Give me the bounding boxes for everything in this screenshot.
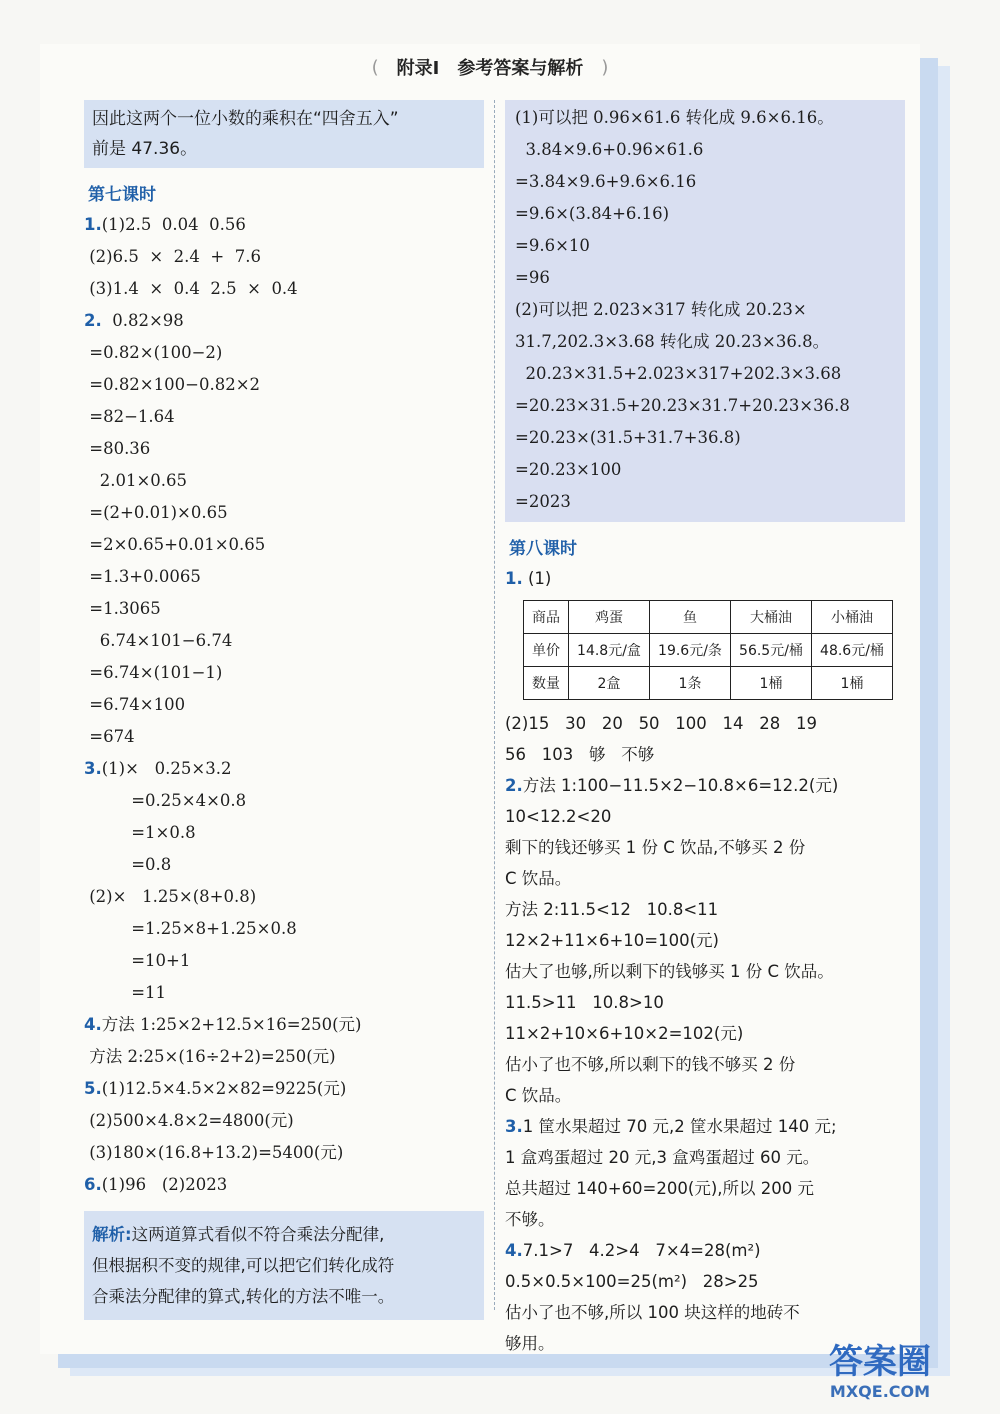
answer-text: =6.74×(101−1) [84,663,223,682]
header-bracket-left: ( [371,56,379,78]
answer-text: 不够。 [505,1210,555,1229]
answer-line [84,401,484,433]
table-header-cell: 小桶油 [812,601,893,634]
solution-line: =20.23×100 [515,460,622,479]
answer-text: 方法 2:11.5<12 10.8<11 [505,900,719,919]
answer-text: (1)× 0.25×3.2 [101,759,232,778]
question-number: 5. [84,1079,102,1098]
answer-line [505,1173,905,1204]
table-cell: 48.6元/桶 [812,634,893,667]
answer-line [505,832,905,863]
answer-line [84,1073,484,1105]
answer-text: 0.82×98 [101,311,184,330]
price-table [523,600,893,700]
table-header-cell: 鱼 [650,601,731,634]
header-bracket-right: ) [601,56,609,78]
page-header [340,50,640,84]
header-title: 参考答案与解析 [457,58,584,79]
right-column [505,100,905,1359]
answer-text: 估大了也够,所以剩下的钱够买 1 份 C 饮品。 [505,962,834,981]
table-cell: 14.8元/盒 [569,634,650,667]
answer-line [505,1111,905,1142]
solution-line: =20.23×(31.5+31.7+36.8) [515,428,741,447]
question-number: 3. [505,1117,523,1136]
question-number: 2. [505,776,523,795]
answer-text: 方法 1:25×2+12.5×16=250(元) [101,1015,362,1034]
answer-line [84,977,484,1009]
answer-text: 11.5>11 10.8>10 [505,993,664,1012]
section-title-lesson7: 第七课时 [88,185,156,205]
table-header-cell: 大桶油 [731,601,812,634]
answer-text: 7.1>7 4.2>4 7×4=28(m²) [522,1241,761,1260]
answer-line [84,945,484,977]
watermark-logo [800,1342,960,1402]
answer-text: (2)× 1.25×(8+0.8) [84,887,257,906]
answer-line [505,770,905,801]
analysis-line: 但根据积不变的规律,可以把它们转化成符 [92,1256,395,1275]
answer-text: =1.3+0.0065 [84,567,201,586]
answer-text: =10+1 [84,951,191,970]
answer-text: 6.74×101−6.74 [84,631,233,650]
answer-line [505,1297,905,1328]
left-column [84,100,484,1320]
analysis-box [84,1211,484,1320]
intro-line: 前是 47.36。 [92,139,198,159]
answer-line [84,433,484,465]
answer-text: (1)96 (2)2023 [101,1175,228,1194]
answer-line [505,1142,905,1173]
answer-text: (2)6.5 × 2.4 + 7.6 [84,247,261,266]
answer-text: =0.8 [84,855,172,874]
answer-text: 56 103 够 不够 [505,745,655,764]
table-header-cell: 鸡蛋 [569,601,650,634]
answer-text: =1×0.8 [84,823,196,842]
answer-text: C 饮品。 [505,1086,572,1105]
question-number: 1. [505,569,523,588]
answer-line [84,849,484,881]
answer-text: (2)500×4.8×2=4800(元) [84,1111,294,1130]
answer-text: =1.25×8+1.25×0.8 [84,919,297,938]
column-divider [494,100,495,1310]
answer-text: =1.3065 [84,599,161,618]
answer-line [84,1137,484,1169]
header-appendix: 附录Ⅰ [396,58,440,79]
answer-text: =0.82×100−0.82×2 [84,375,261,394]
question-number: 1. [84,215,102,234]
answer-text: (2)15 30 20 50 100 14 28 19 [505,714,817,733]
table-cell: 数量 [524,667,569,700]
solution-line: (1)可以把 0.96×61.6 转化成 9.6×6.16。 [515,108,834,127]
answer-line [84,881,484,913]
answer-line [84,689,484,721]
solution-line: =9.6×10 [515,236,590,255]
answer-line [505,1049,905,1080]
answer-text: 1 盒鸡蛋超过 20 元,3 盒鸡蛋超过 60 元。 [505,1148,820,1167]
answer-line [84,625,484,657]
answer-line [84,1009,484,1041]
analysis-label: 解析: [92,1225,132,1244]
answer-line [505,739,905,770]
answer-line [84,753,484,785]
answer-text: 够用。 [505,1334,555,1353]
answer-line [84,497,484,529]
answer-text: 1 筐水果超过 70 元,2 筐水果超过 140 元; [522,1117,837,1136]
solution-line: (2)可以把 2.023×317 转化成 20.23× [515,300,807,319]
answer-text: =0.82×(100−2) [84,343,223,362]
answer-line [84,657,484,689]
solution-line: =2023 [515,492,571,511]
answer-text: 11×2+10×6+10×2=102(元) [505,1024,744,1043]
answer-line [505,1018,905,1049]
answer-line [84,785,484,817]
answer-line [84,593,484,625]
answer-line [505,956,905,987]
table-row [524,667,893,700]
answer-line [84,913,484,945]
solution-line: 20.23×31.5+2.023×317+202.3×3.68 [515,364,842,383]
answer-line [84,1169,484,1201]
answer-line [505,801,905,832]
analysis-line: 合乘法分配律的算式,转化的方法不唯一。 [92,1287,395,1306]
answer-line [84,817,484,849]
table-cell: 2盒 [569,667,650,700]
intro-box [84,100,484,168]
watermark-url: MXQE.COM [829,1382,931,1401]
answer-line [505,925,905,956]
answer-text: =674 [84,727,135,746]
table-cell: 1桶 [812,667,893,700]
solution-line: =20.23×31.5+20.23×31.7+20.23×36.8 [515,396,850,415]
table-cell: 1条 [650,667,731,700]
answer-text: =6.74×100 [84,695,186,714]
solution-box [505,100,905,522]
answer-text: 0.5×0.5×100=25(m²) 28>25 [505,1272,759,1291]
answer-text: 10<12.2<20 [505,807,612,826]
table-cell: 单价 [524,634,569,667]
answer-text: (3)1.4 × 0.4 2.5 × 0.4 [84,279,298,298]
answer-text: 总共超过 140+60=200(元),所以 200 元 [505,1179,814,1198]
table-row [524,634,893,667]
answer-text: (3)180×(16.8+13.2)=5400(元) [84,1143,344,1162]
answer-line [84,1041,484,1073]
right-answer-lines [505,708,905,1359]
answer-text: =0.25×4×0.8 [84,791,247,810]
answer-text: 剩下的钱还够买 1 份 C 饮品,不够买 2 份 [505,838,806,857]
answer-line [84,337,484,369]
answer-line [505,863,905,894]
solution-line: 3.84×9.6+0.96×61.6 [515,140,704,159]
table-cell: 56.5元/桶 [731,634,812,667]
question-1-label [505,563,905,594]
answer-text: =(2+0.01)×0.65 [84,503,228,522]
answer-line [84,305,484,337]
answer-text: C 饮品。 [505,869,572,888]
solution-line: =96 [515,268,550,287]
answer-text: 估小了也不够,所以 100 块这样的地砖不 [505,1303,800,1322]
intro-line: 因此这两个一位小数的乘积在“四舍五入” [92,109,399,129]
analysis-line: 这两道算式看似不符合乘法分配律, [131,1225,385,1244]
answer-line [505,1204,905,1235]
answer-line [84,465,484,497]
question-number: 2. [84,311,102,330]
answer-text: 方法 2:25×(16÷2+2)=250(元) [84,1047,336,1066]
section-title-lesson8: 第八课时 [509,539,577,559]
answer-line [84,721,484,753]
question-number: 4. [505,1241,523,1260]
table-cell: 1桶 [731,667,812,700]
solution-line: =9.6×(3.84+6.16) [515,204,670,223]
watermark-title: 答案圈 [829,1342,931,1382]
answer-text: =2×0.65+0.01×0.65 [84,535,266,554]
question-number: 4. [84,1015,102,1034]
table-header-cell: 商品 [524,601,569,634]
question-number: 6. [84,1175,102,1194]
answer-text: (1)12.5×4.5×2×82=9225(元) [101,1079,347,1098]
solution-line: 31.7,202.3×3.68 转化成 20.23×36.8。 [515,332,830,351]
answer-text: 12×2+11×6+10=100(元) [505,931,719,950]
answer-line [84,529,484,561]
answer-text: =82−1.64 [84,407,175,426]
question-number: 3. [84,759,102,778]
answer-line [84,369,484,401]
table-cell: 19.6元/条 [650,634,731,667]
answer-text: 方法 1:100−11.5×2−10.8×6=12.2(元) [522,776,839,795]
answer-line [505,987,905,1018]
answer-line [84,273,484,305]
answer-line [505,1235,905,1266]
answer-line [505,1266,905,1297]
answer-line [84,241,484,273]
question-sub: (1) [528,569,552,588]
answer-line [84,209,484,241]
answer-line [84,1105,484,1137]
answer-text: =11 [84,983,167,1002]
answer-line [505,708,905,739]
answer-line [505,1080,905,1111]
answer-text: =80.36 [84,439,151,458]
left-answer-lines [84,209,484,1201]
answer-text: 估小了也不够,所以剩下的钱不够买 2 份 [505,1055,796,1074]
answer-line [84,561,484,593]
answer-text: (1)2.5 0.04 0.56 [101,215,246,234]
solution-line: =3.84×9.6+9.6×6.16 [515,172,697,191]
answer-text: 2.01×0.65 [84,471,188,490]
answer-line [505,894,905,925]
